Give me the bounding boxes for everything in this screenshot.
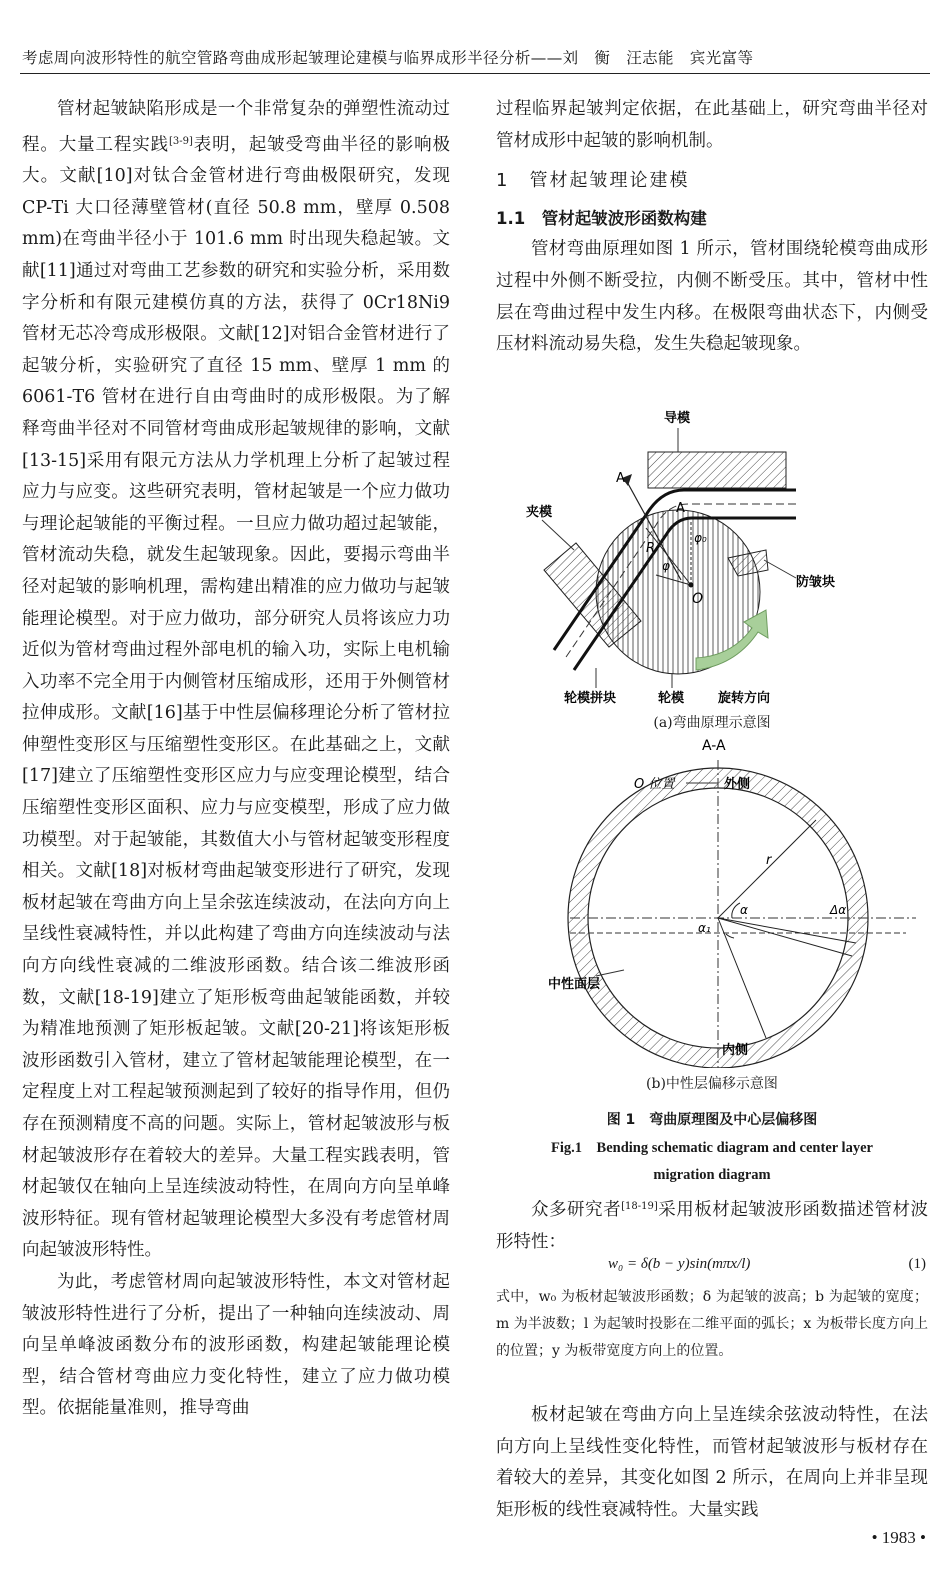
label-phi: φ (662, 559, 670, 573)
paragraph-intro-text-a: 管材起皱缺陷形成是一个非常复杂的弹塑性流动过程。大量工程实践 (22, 99, 450, 155)
equation-body: w₀ = δ(b − y)sin(mπx/l) (608, 1256, 751, 1272)
researchers-text-b: 采用板材起皱波形函数描述管材波形特性： (496, 1200, 929, 1252)
equation-number: (1) (908, 1256, 926, 1272)
label-phi0: φ₀ (694, 531, 707, 545)
label-clamp-die: 夹模 (526, 505, 553, 520)
paragraph-bending-principle: 管材弯曲原理如图 1 所示，管材围绕轮模弯曲成形过程中外侧不断受拉，内侧不断受压。其中，管材中性层在弯曲过程中发生内移。在极限弯曲状态下，内侧受压材料流动易失稳，发生失稳起皱现象。 (496, 239, 928, 355)
researchers-text-a: 众多研究者 (531, 1200, 622, 1220)
citation-superscript: [3-9] (168, 135, 193, 147)
label-r: R (646, 541, 656, 556)
center-point (689, 583, 694, 588)
label-o: O (692, 591, 704, 607)
figure-1-title-en: Fig.1 Bending schematic diagram and center layer (551, 1140, 873, 1156)
label-wheel: 轮模 (658, 691, 685, 706)
label-a-top: A (616, 471, 625, 486)
label-radius-r: r (766, 853, 772, 868)
guide-die-block (648, 452, 786, 488)
label-alpha: α (740, 903, 748, 917)
page-number: • 1983 • (871, 1528, 926, 1547)
figure-1b-caption: (b)中性层偏移示意图 (646, 1076, 778, 1092)
label-insert: 轮模拼块 (564, 691, 617, 706)
section-heading-1-1: 1.1 管材起皱波形函数构建 (496, 208, 707, 228)
label-outer-side: 外侧 (724, 777, 751, 792)
left-column (22, 94, 450, 1425)
label-delta-alpha: Δα (830, 903, 847, 917)
figure-1-title-cn: 图 1 弯曲原理图及中心层偏移图 (606, 1112, 818, 1128)
paragraph-continued: 过程临界起皱判定依据，在此基础上，研究弯曲半径对管材成形中起皱的影响机制。 (496, 99, 928, 151)
paragraph-intro (22, 94, 450, 1267)
leader-clamp (542, 520, 574, 550)
figure-1a-caption: (a)弯曲原理示意图 (653, 715, 771, 731)
label-inner-side: 内侧 (722, 1043, 749, 1058)
header-rule (20, 73, 930, 74)
paragraph-plate-wrinkle-text: 板材起皱在弯曲方向上呈连续余弦波动特性，在法向方向上呈线性变化特性，而管材起皱波形与板材存在着较大的差异，其变化如图 2 所示，在周向上并非呈现矩形板的线性衰减特性。大量实践 (496, 1405, 928, 1520)
label-o-position: O 位置 (634, 777, 675, 792)
leader-anti (764, 560, 796, 578)
running-header: 考虑周向波形特性的航空管路弯曲成形起皱理论建模与临界成形半径分析——刘 衡 汪志能 宾光富等 (22, 49, 754, 67)
section-heading-1: 1 管材起皱理论建模 (496, 170, 690, 192)
label-a-mid: A (676, 501, 685, 516)
paragraph-purpose: 为此，考虑管材周向起皱波形特性，本文对管材起皱波形特性进行了分析，提出了一种轴向连续波动、周向呈单峰波函数分布的波形函数，构建起皱能理论模型，结合管材弯曲应力变化特性，建立了应力做功模型。依据能量准则，推导弯曲 (22, 1271, 450, 1419)
paragraph-researchers (496, 1191, 928, 1258)
figure-1b-svg (496, 738, 928, 1068)
figure-1a-svg (496, 400, 928, 730)
label-rotation: 旋转方向 (718, 691, 771, 706)
label-guide-die: 导模 (664, 411, 691, 426)
figure-1a-bending-schematic (496, 400, 928, 730)
paragraph-researchers-text (496, 1191, 928, 1258)
label-neutral-layer: 中性面层 (548, 977, 601, 992)
label-alpha1: α₁ (698, 921, 711, 935)
label-section-aa: A-A (702, 738, 726, 754)
equation-definitions: 式中，w₀ 为板材起皱波形函数；δ 为起皱的波高；b 为起皱的宽度；m 为半波数；l 为起皱时投影在二维平面的弧长；x 为板带长度方向上的位置；y 为板带宽度方向上的位置。 (496, 1289, 928, 1359)
figure-1-title-en-line2: migration diagram (653, 1167, 771, 1183)
paragraph-plate-wrinkle (496, 1400, 928, 1526)
figure-1b-neutral-layer (496, 738, 928, 1088)
paragraph-intro-text-b: 表明，起皱受弯曲半径的影响极大。文献[10]对钛合金管材进行弯曲极限研究，发现 CP-Ti 大口径薄壁管材(直径 50.8 mm，壁厚 0.508 mm)在弯曲半径小于 101.6 mm 时出现失稳起皱。文献[11]通过对弯曲工艺参数的研究和实验分析，采用数字分析和有限元建模仿真的方法，获得了 0Cr18Ni9 管材无芯冷弯成形极限。文献[12]对铝合金管材进行了起皱分析，实验研究了直径 15 mm、壁厚 1 mm 的 6061-T6 管材在进行自由弯曲时的成形极限。为了解释弯曲半径对不同管材弯曲成形起皱规律的影响，文献[13-15]采用有限元方法从力学机理上分析了起皱过程应力与应变。这些研究表明，管材起皱是一个应力做功与理论起皱能的平衡过程。一旦应力做功超过起皱能，管材流动失稳，就发生起皱现象。因此，要揭示弯曲半径对起皱的影响机理，需构建出精准的应力做功与起皱能理论模型。对于应力做功，部分研究人员将该应力功近似为管材弯曲过程外部电机的输入功，实际上电机输入功率不完全用于内侧管材压缩成形，还用于外侧管材拉伸成形。文献[16]基于中性层偏移理论分析了管材拉伸塑性变形区与压缩塑性变形区。在此基础之上，文献[17]建立了压缩塑性变形区应力与应变理论模型，结合压缩塑性变形区面积、应力与应变模型，形成了应力做功模型。对于起皱能，其数值大小与管材起皱变形程度相关。文献[18]对板材弯曲起皱变形进行了研究，发现板材起皱在弯曲方向上呈余弦连续波动，在法向方向上呈线性衰减特性，并以此构建了弯曲方向连续波动与法向方向线性衰减的二维波形函数。结合该二维波形函数，文献[18-19]建立了矩形板弯曲起皱能函数，并较为精准地预测了矩形板起皱。文献[20-21]将该矩形板波形函数引入管材，建立了管材起皱能理论模型，在一定程度上对工程起皱预测起到了较好的指导作用，但仍存在预测精度不高的问题。实际上，管材起皱波形与板材起皱波形存在着较大的差异。大量工程实践表明，管材起皱仅在轴向上呈连续波动特性，在周向方向呈单峰波形特征。现有管材起皱理论模型大多没有考虑管材周向起皱波形特性。 (22, 134, 451, 1261)
citation-superscript-2: [18-19] (621, 1201, 658, 1212)
label-anti-wrinkle: 防皱块 (796, 575, 836, 590)
right-column (496, 94, 928, 361)
